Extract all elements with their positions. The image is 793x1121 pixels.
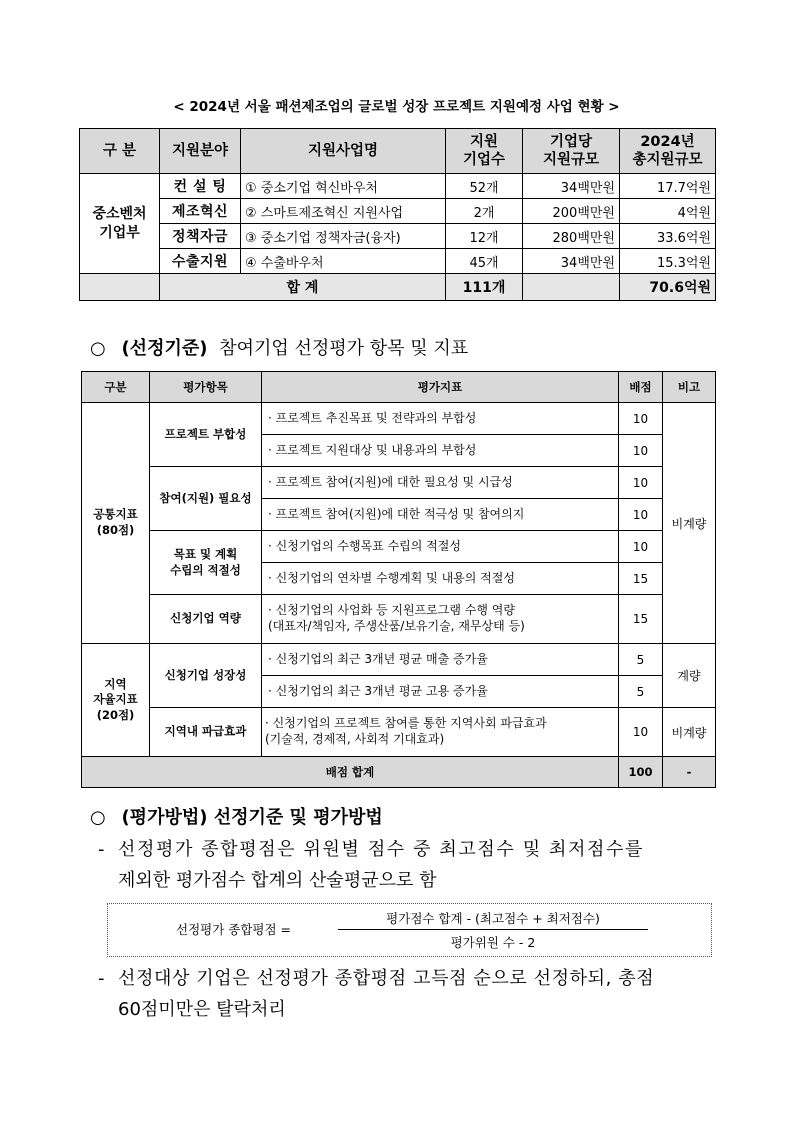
- total-amount: 70.6억원: [620, 274, 716, 301]
- total-label: 합 계: [160, 274, 446, 301]
- sum-score: 100: [619, 757, 663, 788]
- header-cell: 지원 기업수: [446, 129, 523, 174]
- paragraph-line: [98, 963, 654, 994]
- support-program-table: [79, 128, 716, 301]
- header-cell: 배점: [619, 372, 663, 403]
- area-cell: 수출지원: [160, 249, 241, 274]
- formula-box: [107, 903, 712, 957]
- indicator-cell: · 신청기업의 프로젝트 참여를 통한 지역사회 파급효과 (기술적, 경제적, 사회적 기대효과): [262, 708, 619, 757]
- header-cell: 비고: [663, 372, 716, 403]
- paragraph-line: [98, 834, 644, 865]
- item-cell: 지역내 파급효과: [150, 708, 262, 757]
- score-cell: 10: [619, 531, 663, 563]
- table-row: [82, 531, 716, 563]
- indicator-cell: · 프로젝트 참여(지원)에 대한 필요성 및 시급성: [262, 467, 619, 499]
- indicator-cell: · 프로젝트 지원대상 및 내용과의 부합성: [262, 435, 619, 467]
- total-count: 111개: [446, 274, 523, 301]
- indicator-cell: · 신청기업의 사업화 등 지원프로그램 수행 역량 (대표자/책임자, 주생산품/보유기술, 재무상태 등): [262, 595, 619, 644]
- group-cell: 공통지표 (80점): [82, 403, 150, 644]
- header-cell: 2024년 총지원규모: [620, 129, 716, 174]
- table-row: [82, 403, 716, 435]
- table-row: [82, 644, 716, 676]
- category-cell: 중소벤처 기업부: [80, 174, 160, 274]
- program-cell: ④ 수출바우처: [241, 249, 446, 274]
- header-cell: 기업당 지원규모: [523, 129, 620, 174]
- table-row: [80, 174, 716, 199]
- section-heading-method: [90, 803, 383, 829]
- count-cell: 52개: [446, 174, 523, 199]
- formula-lhs: 선정평가 종합평점 =: [176, 922, 292, 937]
- total-cell: 15.3억원: [620, 249, 716, 274]
- evaluation-criteria-table: [81, 371, 716, 788]
- per-company-cell: 34백만원: [523, 249, 620, 274]
- section-text: (평가방법) 선정기준 및 평가방법: [121, 807, 383, 828]
- bullet-marker: ○: [90, 338, 106, 359]
- indicator-cell: · 신청기업의 최근 3개년 평균 고용 증가율: [262, 676, 619, 708]
- per-company-cell: 200백만원: [523, 199, 620, 224]
- sum-remark: -: [663, 757, 716, 788]
- header-cell: 평가항목: [150, 372, 262, 403]
- sum-label: 배점 합계: [82, 757, 619, 788]
- program-cell: ③ 중소기업 정책자금(융자): [241, 224, 446, 249]
- item-cell: 프로젝트 부합성: [150, 403, 262, 467]
- bullet-paragraph: [98, 963, 654, 1025]
- total-blank-cell: [523, 274, 620, 301]
- score-cell: 5: [619, 676, 663, 708]
- remark-cell: 계량: [663, 644, 716, 708]
- area-cell: 컨 설 팅: [160, 174, 241, 199]
- dash-marker: -: [98, 968, 105, 989]
- total-cell: 33.6억원: [620, 224, 716, 249]
- indicator-cell: · 신청기업의 수행목표 수립의 적절성: [262, 531, 619, 563]
- program-cell: ② 스마트제조혁신 지원사업: [241, 199, 446, 224]
- fraction-bar: [338, 929, 648, 930]
- table-row: [80, 199, 716, 224]
- indicator-cell: · 신청기업의 연차별 수행계획 및 내용의 적절성: [262, 563, 619, 595]
- document-title: < 2024년 서울 패션제조업의 글로벌 성장 프로젝트 지원예정 사업 현황 >: [173, 99, 620, 115]
- total-cell: 17.7억원: [620, 174, 716, 199]
- formula-numerator: 평가점수 합계 - (최고점수 + 최저점수): [386, 911, 600, 926]
- area-cell: 정책자금: [160, 224, 241, 249]
- dash-marker: -: [98, 839, 105, 860]
- section-tag: (선정기준): [121, 338, 208, 359]
- total-blank-cell: [80, 274, 160, 301]
- count-cell: 45개: [446, 249, 523, 274]
- table-row: [80, 249, 716, 274]
- score-cell: 15: [619, 595, 663, 644]
- formula-denominator: 평가위원 수 - 2: [450, 935, 536, 950]
- header-cell: 구분: [82, 372, 150, 403]
- indicator-cell: · 신청기업의 최근 3개년 평균 매출 증가율: [262, 644, 619, 676]
- per-company-cell: 34백만원: [523, 174, 620, 199]
- bullet-marker: ○: [90, 807, 106, 828]
- table-row: [82, 708, 716, 757]
- table-row: [82, 595, 716, 644]
- count-cell: 12개: [446, 224, 523, 249]
- score-cell: 15: [619, 563, 663, 595]
- group-cell: 지역 자율지표 (20점): [82, 644, 150, 757]
- score-cell: 10: [619, 708, 663, 757]
- per-company-cell: 280백만원: [523, 224, 620, 249]
- program-cell: ① 중소기업 혁신바우처: [241, 174, 446, 199]
- table-row: [80, 224, 716, 249]
- paragraph-line: 제외한 평가점수 합계의 산술평균으로 함: [118, 870, 437, 891]
- score-cell: 10: [619, 435, 663, 467]
- item-cell: 신청기업 역량: [150, 595, 262, 644]
- total-cell: 4억원: [620, 199, 716, 224]
- table-header-row: [80, 129, 716, 174]
- header-cell: 구 분: [80, 129, 160, 174]
- area-cell: 제조혁신: [160, 199, 241, 224]
- count-cell: 2개: [446, 199, 523, 224]
- header-cell: 평가지표: [262, 372, 619, 403]
- score-cell: 10: [619, 403, 663, 435]
- item-cell: 신청기업 성장성: [150, 644, 262, 708]
- remark-cell: 비계량: [663, 403, 716, 644]
- sum-row: [82, 757, 716, 788]
- header-cell: 지원사업명: [241, 129, 446, 174]
- section-heading-criteria: [90, 334, 468, 360]
- item-cell: 목표 및 계획 수립의 적절성: [150, 531, 262, 595]
- paragraph-line: 60점미만은 탈락처리: [118, 999, 286, 1020]
- indicator-cell: · 프로젝트 참여(지원)에 대한 적극성 및 참여의지: [262, 499, 619, 531]
- header-cell: 지원분야: [160, 129, 241, 174]
- paragraph-text: 선정대상 기업은 선정평가 종합평점 고득점 순으로 선정하되, 총점: [118, 968, 655, 989]
- indicator-cell: · 프로젝트 추진목표 및 전략과의 부합성: [262, 403, 619, 435]
- score-cell: 10: [619, 467, 663, 499]
- table-row: [82, 467, 716, 499]
- section-text: 참여기업 선정평가 항목 및 지표: [219, 338, 469, 359]
- total-row: [80, 274, 716, 301]
- bullet-paragraph: [98, 834, 644, 896]
- item-cell: 참여(지원) 필요성: [150, 467, 262, 531]
- remark-cell: 비계량: [663, 708, 716, 757]
- table-header-row: [82, 372, 716, 403]
- score-cell: 10: [619, 499, 663, 531]
- paragraph-text: 선정평가 종합평점은 위원별 점수 중 최고점수 및 최저점수를: [118, 839, 644, 860]
- score-cell: 5: [619, 644, 663, 676]
